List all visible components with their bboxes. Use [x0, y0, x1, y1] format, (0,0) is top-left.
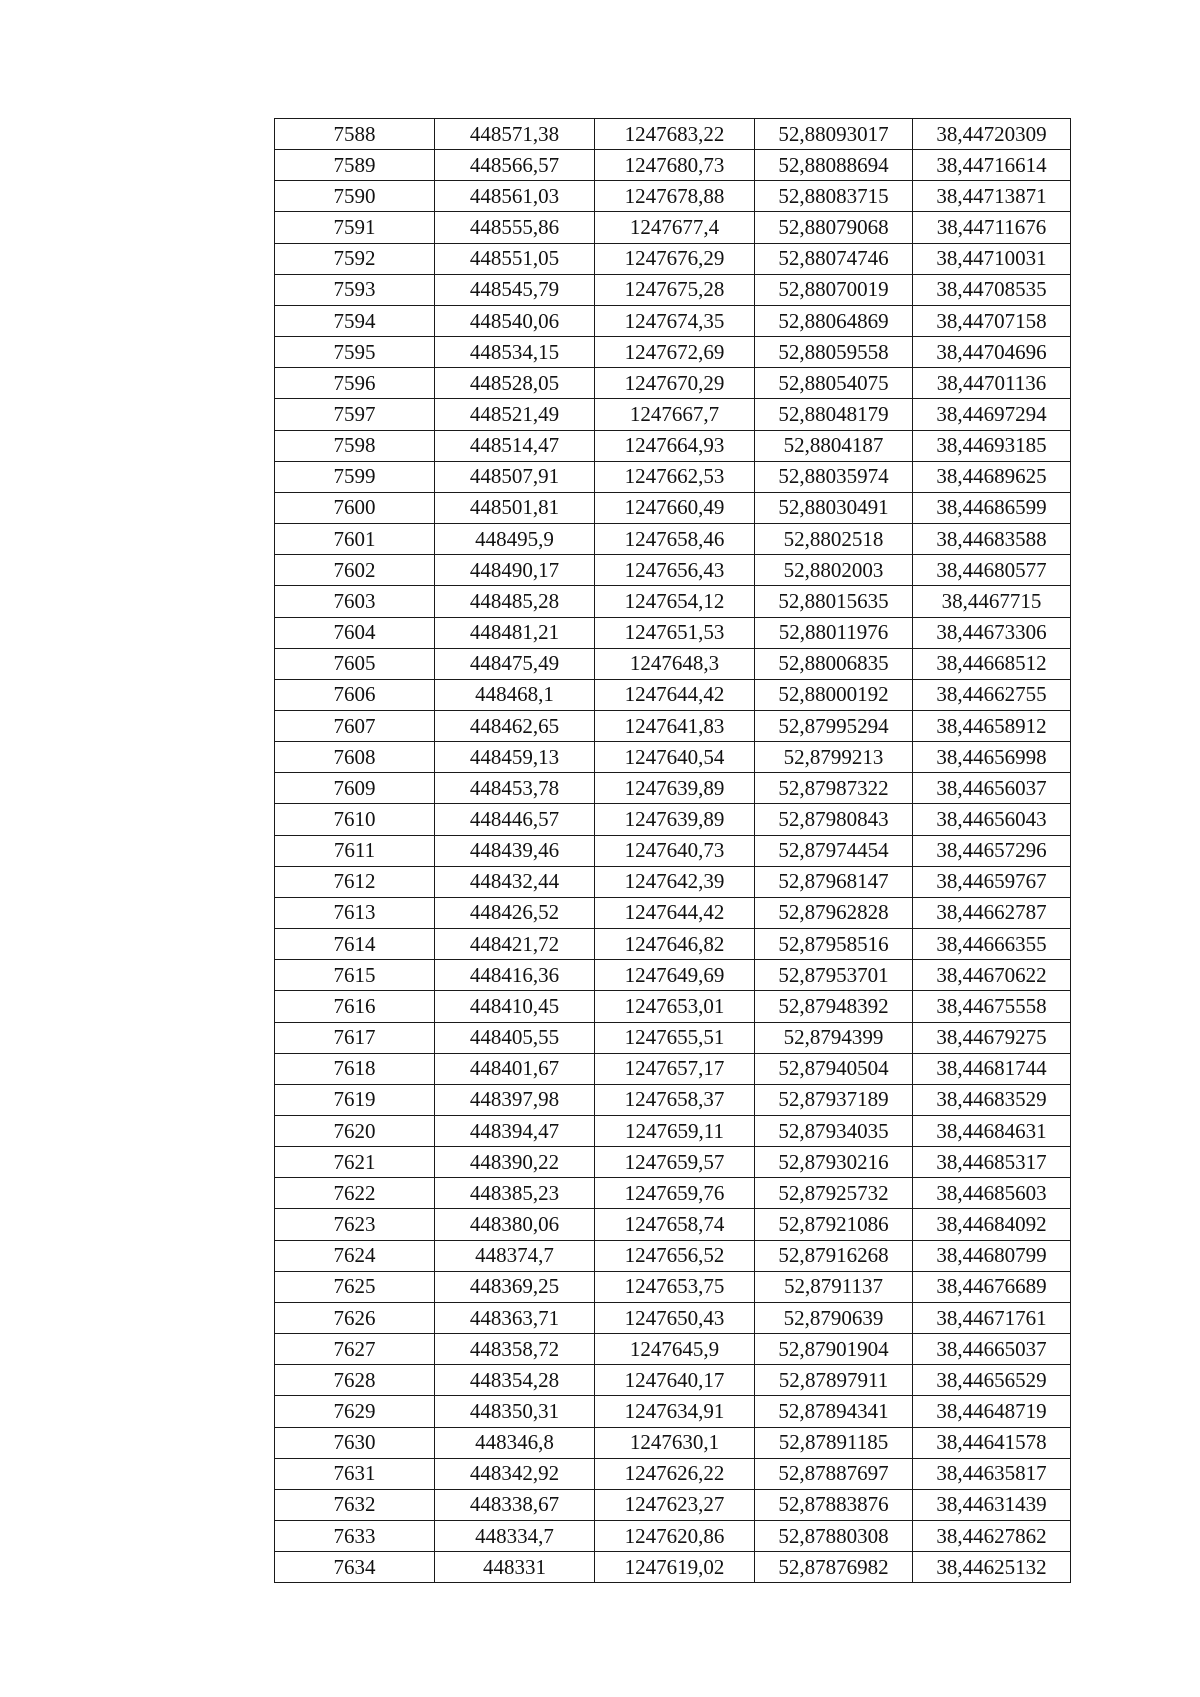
longitude-cell: 38,4467715 [913, 586, 1071, 617]
point-number-cell: 7596 [275, 368, 435, 399]
table-row [275, 960, 1071, 991]
x-coordinate-cell: 448374,7 [435, 1240, 595, 1271]
y-coordinate-cell: 1247683,22 [595, 119, 755, 150]
longitude-cell: 38,44685317 [913, 1147, 1071, 1178]
x-coordinate-cell: 448439,46 [435, 835, 595, 866]
x-coordinate-cell: 448453,78 [435, 773, 595, 804]
longitude-cell: 38,44656043 [913, 804, 1071, 835]
y-coordinate-cell: 1247642,39 [595, 866, 755, 897]
x-coordinate-cell: 448528,05 [435, 368, 595, 399]
table-row [275, 866, 1071, 897]
point-number-cell: 7612 [275, 866, 435, 897]
x-coordinate-cell: 448331 [435, 1552, 595, 1583]
longitude-cell: 38,44676689 [913, 1271, 1071, 1302]
point-number-cell: 7610 [275, 804, 435, 835]
x-coordinate-cell: 448490,17 [435, 555, 595, 586]
longitude-cell: 38,44693185 [913, 430, 1071, 461]
longitude-cell: 38,44656037 [913, 773, 1071, 804]
point-number-cell: 7618 [275, 1053, 435, 1084]
x-coordinate-cell: 448475,49 [435, 648, 595, 679]
latitude-cell: 52,8804187 [755, 430, 913, 461]
point-number-cell: 7595 [275, 337, 435, 368]
longitude-cell: 38,44686599 [913, 492, 1071, 523]
table-row [275, 212, 1071, 243]
latitude-cell: 52,88093017 [755, 119, 913, 150]
point-number-cell: 7613 [275, 897, 435, 928]
longitude-cell: 38,44683529 [913, 1084, 1071, 1115]
x-coordinate-cell: 448566,57 [435, 150, 595, 181]
latitude-cell: 52,88083715 [755, 181, 913, 212]
x-coordinate-cell: 448358,72 [435, 1334, 595, 1365]
longitude-cell: 38,44684631 [913, 1116, 1071, 1147]
point-number-cell: 7590 [275, 181, 435, 212]
table-row [275, 1521, 1071, 1552]
x-coordinate-cell: 448363,71 [435, 1302, 595, 1333]
longitude-cell: 38,44627862 [913, 1521, 1071, 1552]
x-coordinate-cell: 448540,06 [435, 305, 595, 336]
latitude-cell: 52,88079068 [755, 212, 913, 243]
point-number-cell: 7608 [275, 742, 435, 773]
x-coordinate-cell: 448380,06 [435, 1209, 595, 1240]
x-coordinate-cell: 448346,8 [435, 1427, 595, 1458]
point-number-cell: 7606 [275, 679, 435, 710]
latitude-cell: 52,87891185 [755, 1427, 913, 1458]
latitude-cell: 52,88011976 [755, 617, 913, 648]
latitude-cell: 52,8791137 [755, 1271, 913, 1302]
latitude-cell: 52,87974454 [755, 835, 913, 866]
latitude-cell: 52,8802003 [755, 555, 913, 586]
point-number-cell: 7629 [275, 1396, 435, 1427]
point-number-cell: 7623 [275, 1209, 435, 1240]
latitude-cell: 52,88059558 [755, 337, 913, 368]
x-coordinate-cell: 448561,03 [435, 181, 595, 212]
longitude-cell: 38,44656998 [913, 742, 1071, 773]
longitude-cell: 38,44656529 [913, 1365, 1071, 1396]
x-coordinate-cell: 448401,67 [435, 1053, 595, 1084]
latitude-cell: 52,87953701 [755, 960, 913, 991]
y-coordinate-cell: 1247662,53 [595, 461, 755, 492]
longitude-cell: 38,44670622 [913, 960, 1071, 991]
point-number-cell: 7604 [275, 617, 435, 648]
longitude-cell: 38,44648719 [913, 1396, 1071, 1427]
point-number-cell: 7630 [275, 1427, 435, 1458]
y-coordinate-cell: 1247653,75 [595, 1271, 755, 1302]
x-coordinate-cell: 448426,52 [435, 897, 595, 928]
latitude-cell: 52,87897911 [755, 1365, 913, 1396]
y-coordinate-cell: 1247664,93 [595, 430, 755, 461]
longitude-cell: 38,44662755 [913, 679, 1071, 710]
longitude-cell: 38,44668512 [913, 648, 1071, 679]
longitude-cell: 38,44707158 [913, 305, 1071, 336]
longitude-cell: 38,44701136 [913, 368, 1071, 399]
y-coordinate-cell: 1247645,9 [595, 1334, 755, 1365]
latitude-cell: 52,8799213 [755, 742, 913, 773]
table-row [275, 150, 1071, 181]
x-coordinate-cell: 448446,57 [435, 804, 595, 835]
longitude-cell: 38,44680577 [913, 555, 1071, 586]
point-number-cell: 7607 [275, 710, 435, 741]
y-coordinate-cell: 1247653,01 [595, 991, 755, 1022]
table-row [275, 710, 1071, 741]
x-coordinate-cell: 448481,21 [435, 617, 595, 648]
y-coordinate-cell: 1247660,49 [595, 492, 755, 523]
y-coordinate-cell: 1247676,29 [595, 243, 755, 274]
table-row [275, 1552, 1071, 1583]
point-number-cell: 7592 [275, 243, 435, 274]
longitude-cell: 38,44711676 [913, 212, 1071, 243]
x-coordinate-cell: 448405,55 [435, 1022, 595, 1053]
table-row [275, 1365, 1071, 1396]
table-row [275, 119, 1071, 150]
y-coordinate-cell: 1247649,69 [595, 960, 755, 991]
point-number-cell: 7599 [275, 461, 435, 492]
table-row [275, 835, 1071, 866]
longitude-cell: 38,44681744 [913, 1053, 1071, 1084]
latitude-cell: 52,87887697 [755, 1458, 913, 1489]
table-row [275, 461, 1071, 492]
latitude-cell: 52,87894341 [755, 1396, 913, 1427]
table-row [275, 1084, 1071, 1115]
point-number-cell: 7593 [275, 274, 435, 305]
y-coordinate-cell: 1247659,11 [595, 1116, 755, 1147]
table-row [275, 1178, 1071, 1209]
latitude-cell: 52,87962828 [755, 897, 913, 928]
point-number-cell: 7611 [275, 835, 435, 866]
y-coordinate-cell: 1247648,3 [595, 648, 755, 679]
x-coordinate-cell: 448410,45 [435, 991, 595, 1022]
x-coordinate-cell: 448385,23 [435, 1178, 595, 1209]
y-coordinate-cell: 1247644,42 [595, 679, 755, 710]
y-coordinate-cell: 1247626,22 [595, 1458, 755, 1489]
longitude-cell: 38,44635817 [913, 1458, 1071, 1489]
x-coordinate-cell: 448334,7 [435, 1521, 595, 1552]
y-coordinate-cell: 1247656,43 [595, 555, 755, 586]
table-row [275, 1396, 1071, 1427]
x-coordinate-cell: 448354,28 [435, 1365, 595, 1396]
point-number-cell: 7601 [275, 524, 435, 555]
x-coordinate-cell: 448551,05 [435, 243, 595, 274]
latitude-cell: 52,8790639 [755, 1302, 913, 1333]
longitude-cell: 38,44704696 [913, 337, 1071, 368]
x-coordinate-cell: 448432,44 [435, 866, 595, 897]
latitude-cell: 52,87921086 [755, 1209, 913, 1240]
point-number-cell: 7598 [275, 430, 435, 461]
latitude-cell: 52,87948392 [755, 991, 913, 1022]
latitude-cell: 52,88015635 [755, 586, 913, 617]
y-coordinate-cell: 1247630,1 [595, 1427, 755, 1458]
longitude-cell: 38,44685603 [913, 1178, 1071, 1209]
latitude-cell: 52,87940504 [755, 1053, 913, 1084]
y-coordinate-cell: 1247675,28 [595, 274, 755, 305]
x-coordinate-cell: 448421,72 [435, 929, 595, 960]
table-row [275, 804, 1071, 835]
longitude-cell: 38,44641578 [913, 1427, 1071, 1458]
point-number-cell: 7619 [275, 1084, 435, 1115]
table-row [275, 1458, 1071, 1489]
y-coordinate-cell: 1247670,29 [595, 368, 755, 399]
x-coordinate-cell: 448495,9 [435, 524, 595, 555]
longitude-cell: 38,44673306 [913, 617, 1071, 648]
latitude-cell: 52,8794399 [755, 1022, 913, 1053]
x-coordinate-cell: 448397,98 [435, 1084, 595, 1115]
longitude-cell: 38,44708535 [913, 274, 1071, 305]
y-coordinate-cell: 1247677,4 [595, 212, 755, 243]
point-number-cell: 7632 [275, 1489, 435, 1520]
point-number-cell: 7621 [275, 1147, 435, 1178]
longitude-cell: 38,44625132 [913, 1552, 1071, 1583]
point-number-cell: 7616 [275, 991, 435, 1022]
longitude-cell: 38,44710031 [913, 243, 1071, 274]
point-number-cell: 7588 [275, 119, 435, 150]
point-number-cell: 7626 [275, 1302, 435, 1333]
latitude-cell: 52,88054075 [755, 368, 913, 399]
table-row [275, 1116, 1071, 1147]
y-coordinate-cell: 1247657,17 [595, 1053, 755, 1084]
point-number-cell: 7628 [275, 1365, 435, 1396]
latitude-cell: 52,88048179 [755, 399, 913, 430]
point-number-cell: 7631 [275, 1458, 435, 1489]
latitude-cell: 52,88070019 [755, 274, 913, 305]
y-coordinate-cell: 1247650,43 [595, 1302, 755, 1333]
longitude-cell: 38,44659767 [913, 866, 1071, 897]
point-number-cell: 7625 [275, 1271, 435, 1302]
x-coordinate-cell: 448521,49 [435, 399, 595, 430]
latitude-cell: 52,87995294 [755, 710, 913, 741]
coordinates-table [274, 118, 1071, 1583]
latitude-cell: 52,87937189 [755, 1084, 913, 1115]
table-row [275, 274, 1071, 305]
table-row [275, 1053, 1071, 1084]
y-coordinate-cell: 1247646,82 [595, 929, 755, 960]
latitude-cell: 52,88035974 [755, 461, 913, 492]
table-row [275, 679, 1071, 710]
table-row [275, 1302, 1071, 1333]
table-row [275, 773, 1071, 804]
table-row [275, 897, 1071, 928]
y-coordinate-cell: 1247640,73 [595, 835, 755, 866]
point-number-cell: 7603 [275, 586, 435, 617]
latitude-cell: 52,87883876 [755, 1489, 913, 1520]
x-coordinate-cell: 448507,91 [435, 461, 595, 492]
longitude-cell: 38,44684092 [913, 1209, 1071, 1240]
latitude-cell: 52,87987322 [755, 773, 913, 804]
point-number-cell: 7600 [275, 492, 435, 523]
latitude-cell: 52,88006835 [755, 648, 913, 679]
table-row [275, 243, 1071, 274]
table-row [275, 991, 1071, 1022]
table-row [275, 524, 1071, 555]
x-coordinate-cell: 448459,13 [435, 742, 595, 773]
longitude-cell: 38,44631439 [913, 1489, 1071, 1520]
longitude-cell: 38,44720309 [913, 119, 1071, 150]
latitude-cell: 52,88030491 [755, 492, 913, 523]
table-row [275, 305, 1071, 336]
latitude-cell: 52,8802518 [755, 524, 913, 555]
table-row [275, 1334, 1071, 1365]
longitude-cell: 38,44666355 [913, 929, 1071, 960]
table-row [275, 1022, 1071, 1053]
y-coordinate-cell: 1247640,54 [595, 742, 755, 773]
point-number-cell: 7602 [275, 555, 435, 586]
latitude-cell: 52,87901904 [755, 1334, 913, 1365]
longitude-cell: 38,44671761 [913, 1302, 1071, 1333]
y-coordinate-cell: 1247659,57 [595, 1147, 755, 1178]
longitude-cell: 38,44680799 [913, 1240, 1071, 1271]
x-coordinate-cell: 448534,15 [435, 337, 595, 368]
longitude-cell: 38,44665037 [913, 1334, 1071, 1365]
x-coordinate-cell: 448545,79 [435, 274, 595, 305]
x-coordinate-cell: 448468,1 [435, 679, 595, 710]
point-number-cell: 7591 [275, 212, 435, 243]
table-row [275, 742, 1071, 773]
longitude-cell: 38,44689625 [913, 461, 1071, 492]
latitude-cell: 52,87876982 [755, 1552, 913, 1583]
y-coordinate-cell: 1247623,27 [595, 1489, 755, 1520]
point-number-cell: 7605 [275, 648, 435, 679]
x-coordinate-cell: 448462,65 [435, 710, 595, 741]
longitude-cell: 38,44713871 [913, 181, 1071, 212]
latitude-cell: 52,87958516 [755, 929, 913, 960]
x-coordinate-cell: 448390,22 [435, 1147, 595, 1178]
table-row [275, 929, 1071, 960]
latitude-cell: 52,87934035 [755, 1116, 913, 1147]
y-coordinate-cell: 1247651,53 [595, 617, 755, 648]
y-coordinate-cell: 1247655,51 [595, 1022, 755, 1053]
x-coordinate-cell: 448350,31 [435, 1396, 595, 1427]
point-number-cell: 7620 [275, 1116, 435, 1147]
point-number-cell: 7615 [275, 960, 435, 991]
y-coordinate-cell: 1247680,73 [595, 150, 755, 181]
y-coordinate-cell: 1247641,83 [595, 710, 755, 741]
longitude-cell: 38,44657296 [913, 835, 1071, 866]
point-number-cell: 7614 [275, 929, 435, 960]
coordinates-table-body [275, 119, 1071, 1583]
y-coordinate-cell: 1247619,02 [595, 1552, 755, 1583]
y-coordinate-cell: 1247658,37 [595, 1084, 755, 1115]
y-coordinate-cell: 1247644,42 [595, 897, 755, 928]
y-coordinate-cell: 1247654,12 [595, 586, 755, 617]
longitude-cell: 38,44683588 [913, 524, 1071, 555]
x-coordinate-cell: 448369,25 [435, 1271, 595, 1302]
y-coordinate-cell: 1247667,7 [595, 399, 755, 430]
y-coordinate-cell: 1247659,76 [595, 1178, 755, 1209]
latitude-cell: 52,88088694 [755, 150, 913, 181]
y-coordinate-cell: 1247639,89 [595, 773, 755, 804]
table-row [275, 492, 1071, 523]
x-coordinate-cell: 448501,81 [435, 492, 595, 523]
y-coordinate-cell: 1247678,88 [595, 181, 755, 212]
latitude-cell: 52,87916268 [755, 1240, 913, 1271]
longitude-cell: 38,44697294 [913, 399, 1071, 430]
longitude-cell: 38,44662787 [913, 897, 1071, 928]
longitude-cell: 38,44675558 [913, 991, 1071, 1022]
point-number-cell: 7627 [275, 1334, 435, 1365]
x-coordinate-cell: 448514,47 [435, 430, 595, 461]
point-number-cell: 7624 [275, 1240, 435, 1271]
table-row [275, 1147, 1071, 1178]
point-number-cell: 7633 [275, 1521, 435, 1552]
x-coordinate-cell: 448555,86 [435, 212, 595, 243]
y-coordinate-cell: 1247634,91 [595, 1396, 755, 1427]
x-coordinate-cell: 448338,67 [435, 1489, 595, 1520]
y-coordinate-cell: 1247658,46 [595, 524, 755, 555]
y-coordinate-cell: 1247656,52 [595, 1240, 755, 1271]
x-coordinate-cell: 448416,36 [435, 960, 595, 991]
table-row [275, 617, 1071, 648]
point-number-cell: 7622 [275, 1178, 435, 1209]
y-coordinate-cell: 1247640,17 [595, 1365, 755, 1396]
table-row [275, 1427, 1071, 1458]
y-coordinate-cell: 1247620,86 [595, 1521, 755, 1552]
y-coordinate-cell: 1247674,35 [595, 305, 755, 336]
latitude-cell: 52,88074746 [755, 243, 913, 274]
latitude-cell: 52,88064869 [755, 305, 913, 336]
longitude-cell: 38,44716614 [913, 150, 1071, 181]
table-row [275, 586, 1071, 617]
table-row [275, 555, 1071, 586]
point-number-cell: 7609 [275, 773, 435, 804]
table-row [275, 648, 1071, 679]
table-row [275, 181, 1071, 212]
x-coordinate-cell: 448394,47 [435, 1116, 595, 1147]
table-row [275, 337, 1071, 368]
latitude-cell: 52,87925732 [755, 1178, 913, 1209]
latitude-cell: 52,87968147 [755, 866, 913, 897]
table-row [275, 1489, 1071, 1520]
table-row [275, 1271, 1071, 1302]
table-row [275, 1240, 1071, 1271]
x-coordinate-cell: 448342,92 [435, 1458, 595, 1489]
latitude-cell: 52,87930216 [755, 1147, 913, 1178]
latitude-cell: 52,87880308 [755, 1521, 913, 1552]
table-row [275, 1209, 1071, 1240]
x-coordinate-cell: 448571,38 [435, 119, 595, 150]
point-number-cell: 7634 [275, 1552, 435, 1583]
longitude-cell: 38,44658912 [913, 710, 1071, 741]
latitude-cell: 52,88000192 [755, 679, 913, 710]
y-coordinate-cell: 1247658,74 [595, 1209, 755, 1240]
y-coordinate-cell: 1247639,89 [595, 804, 755, 835]
table-row [275, 399, 1071, 430]
longitude-cell: 38,44679275 [913, 1022, 1071, 1053]
point-number-cell: 7617 [275, 1022, 435, 1053]
table-row [275, 430, 1071, 461]
point-number-cell: 7589 [275, 150, 435, 181]
y-coordinate-cell: 1247672,69 [595, 337, 755, 368]
x-coordinate-cell: 448485,28 [435, 586, 595, 617]
point-number-cell: 7594 [275, 305, 435, 336]
latitude-cell: 52,87980843 [755, 804, 913, 835]
table-row [275, 368, 1071, 399]
point-number-cell: 7597 [275, 399, 435, 430]
